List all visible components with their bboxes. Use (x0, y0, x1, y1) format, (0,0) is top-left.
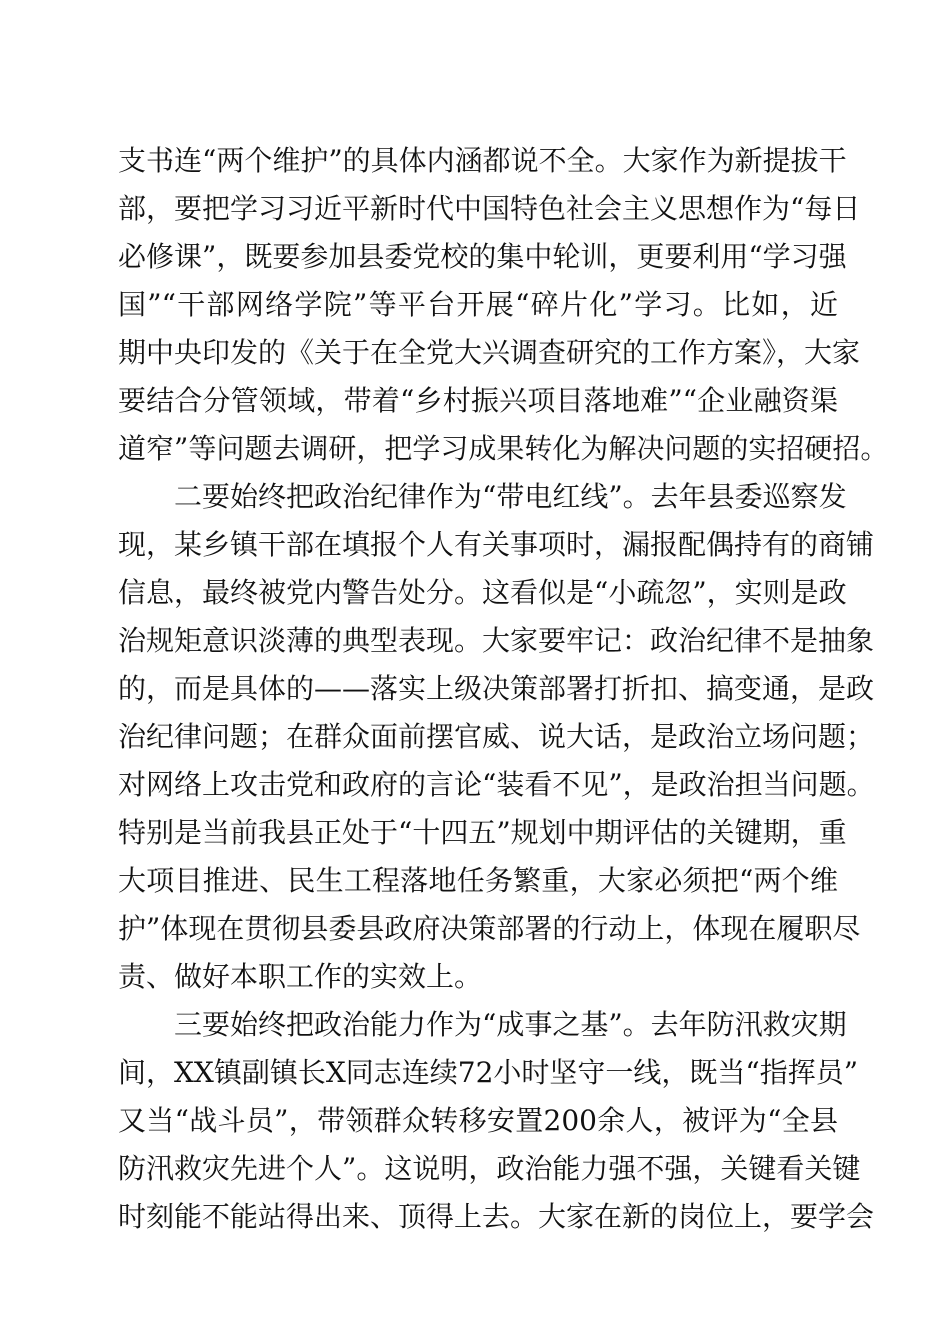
text-line: 现，某乡镇干部在填报个人有关事项时，漏报配偶持有的商铺 (118, 528, 875, 561)
paragraph-3 (118, 1001, 875, 1241)
text-line: 时刻能不能站得出来、顶得上去。大家在新的岗位上，要学会 (118, 1200, 875, 1233)
text-line: 特别是当前我县正处于“十四五”规划中期评估的关键期，重 (118, 816, 847, 849)
text-line: 信息，最终被党内警告处分。这看似是“小疏忽”，实则是政 (118, 576, 847, 609)
text-line: 支书连“两个维护”的具体内涵都说不全。大家作为新提拔干 (118, 144, 847, 177)
text-line: 部，要把学习习近平新时代中国特色社会主义思想作为“每日 (118, 192, 861, 225)
text-line: 治规矩意识淡薄的典型表现。大家要牢记：政治纪律不是抽象 (118, 624, 875, 657)
text-line: 防汛救灾先进个人”。这说明，政治能力强不强，关键看关键 (118, 1152, 861, 1185)
paragraph-1 (118, 137, 889, 473)
text-line: 道窄”等问题去调研，把学习成果转化为解决问题的实招硬招。 (118, 432, 889, 465)
text-line: 又当“战斗员”，带领群众转移安置200余人，被评为“全县 (118, 1104, 838, 1137)
text-line: 护”体现在贯彻县委县政府决策部署的行动上，体现在履职尽 (118, 912, 861, 945)
text-line: 国”“干部网络学院”等平台开展“碎片化”学习。比如，近 (118, 288, 838, 321)
text-line: 责、做好本职工作的实效上。 (118, 960, 483, 993)
text-line: 二要始终把政治纪律作为“带电红线”。去年县委巡察发 (174, 480, 847, 513)
text-line: 期中央印发的《关于在全党大兴调查研究的工作方案》，大家 (118, 336, 861, 369)
text-line: 治纪律问题；在群众面前摆官威、说大话，是政治立场问题； (118, 720, 875, 753)
document-body (118, 137, 889, 1241)
text-line: 间，XX镇副镇长X同志连续72小时坚守一线，既当“指挥员” (118, 1056, 859, 1089)
text-line: 三要始终把政治能力作为“成事之基”。去年防汛救灾期 (174, 1008, 847, 1041)
text-line: 的，而是具体的——落实上级决策部署打折扣、搞变通，是政 (118, 672, 875, 705)
text-line: 对网络上攻击党和政府的言论“装看不见”，是政治担当问题。 (118, 768, 875, 801)
text-line: 大项目推进、民生工程落地任务繁重，大家必须把“两个维 (118, 864, 838, 897)
paragraph-2 (118, 473, 875, 1001)
text-line: 必修课”，既要参加县委党校的集中轮训，更要利用“学习强 (118, 240, 847, 273)
text-line: 要结合分管领域，带着“乡村振兴项目落地难”“企业融资渠 (118, 384, 838, 417)
